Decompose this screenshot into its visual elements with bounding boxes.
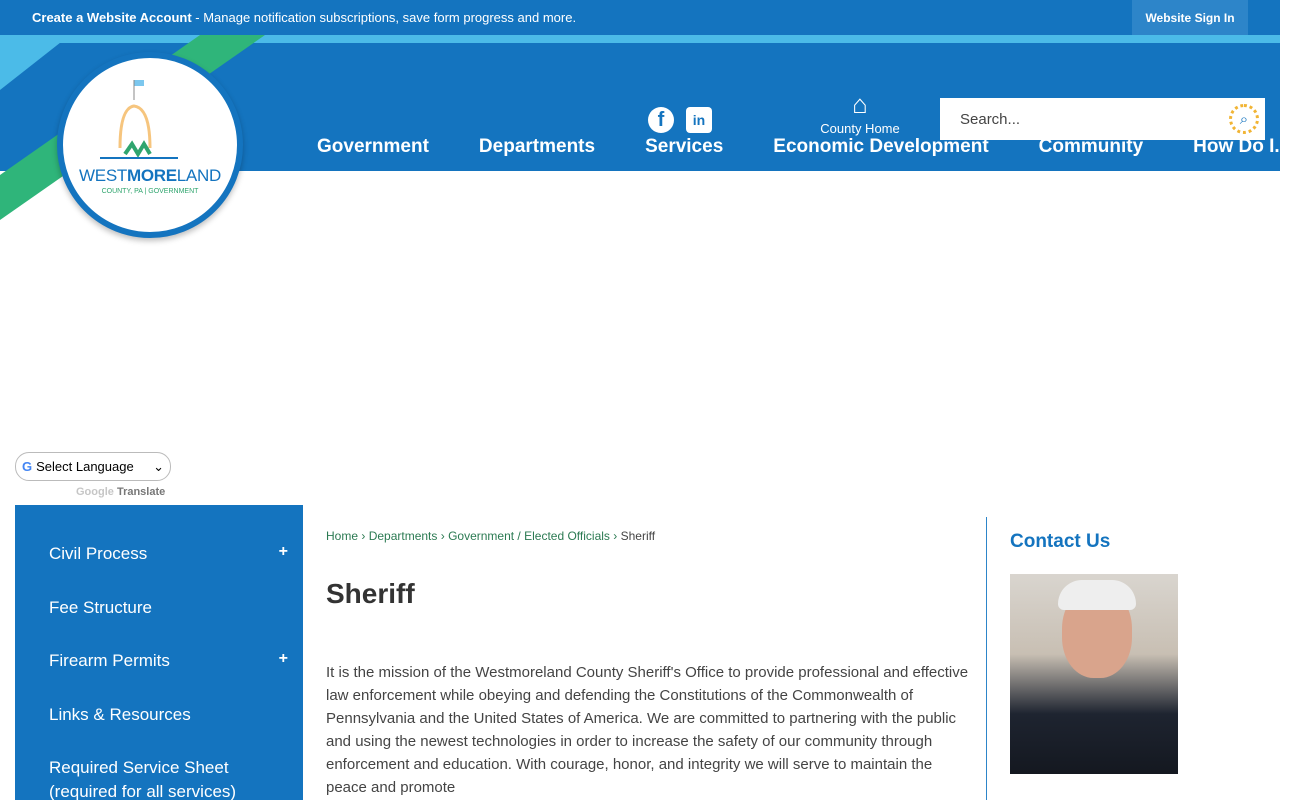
westmoreland-logo[interactable]	[57, 52, 243, 238]
language-select[interactable]	[15, 452, 171, 481]
nav-economic-development[interactable]: Economic Development	[773, 136, 989, 157]
search-icon[interactable]: ⌕	[1229, 104, 1259, 134]
breadcrumb: Home › Departments › Government / Elected Officials › Sheriff	[326, 529, 656, 543]
expand-icon[interactable]: +	[278, 543, 288, 560]
breadcrumb-home[interactable]: Home	[326, 529, 359, 543]
facebook-icon[interactable]: f	[648, 107, 674, 133]
main-nav	[292, 126, 1315, 168]
create-account-label[interactable]: Create a Website Account	[32, 10, 192, 25]
breadcrumb-government[interactable]: Government / Elected Officials	[448, 529, 610, 543]
linkedin-icon[interactable]: in	[686, 107, 712, 133]
language-select-label: Select Language	[36, 459, 134, 474]
nav-how-do-i[interactable]: How Do I...	[1193, 136, 1291, 157]
chevron-down-icon: ⌄	[153, 458, 164, 474]
nav-community[interactable]: Community	[1038, 136, 1144, 157]
county-home-label: County Home	[820, 121, 900, 136]
logo-subtitle: COUNTY, PA | GOVERNMENT	[101, 188, 199, 195]
nav-departments[interactable]: Departments	[478, 136, 596, 157]
website-sign-in-button[interactable]: Website Sign In	[1132, 0, 1248, 35]
contact-us-heading: Contact Us	[1010, 531, 1111, 552]
nav-services[interactable]: Services	[645, 136, 724, 157]
divider	[986, 517, 987, 800]
sidebar-nav	[15, 505, 303, 800]
sidebar-item-permits[interactable]: Firearm Permits	[49, 651, 170, 670]
breadcrumb-departments[interactable]: Departments	[368, 529, 438, 543]
capitol-dome-icon: ⌂	[852, 89, 868, 119]
mission-paragraph: It is the mission of the Westmoreland County Sheriff's Office to provide professional and effective law enforcement while obeying and defending the Constitutions of the Commonwealth of Pennsylvania and the United States of America. We are committed to partnering with the public and using the newest technologies in order to increase the safety of our community through enforcement and education. With courage, honor, and integrity we will serve to maintain the peace and promote	[326, 664, 969, 796]
top-bar	[0, 0, 1280, 35]
sidebar-item-links-resources[interactable]: Links & Resources	[49, 705, 191, 724]
sidebar-item-fee-structure[interactable]: Fee Structure	[49, 598, 152, 617]
page-title: Sheriff	[326, 578, 415, 609]
create-account-description: - Manage notification subscriptions, save form progress and more.	[191, 10, 577, 25]
search-placeholder: Search...	[960, 110, 1021, 128]
sheriff-photo	[1010, 574, 1178, 774]
sidebar-item-required-service-sheet[interactable]: Required Service Sheet (required for all services)	[49, 758, 237, 801]
google-translate-icon: G	[22, 459, 33, 474]
capitol-dome-logo-icon	[100, 78, 200, 168]
logo-wordmark: WESTMORELAND	[79, 166, 221, 185]
expand-icon[interactable]: +	[278, 650, 288, 667]
create-account-link[interactable]	[32, 10, 576, 25]
sidebar-item-civil-process[interactable]: Civil Process	[49, 544, 148, 563]
nav-government[interactable]: Government	[317, 136, 429, 157]
breadcrumb-current: Sheriff	[620, 529, 656, 543]
powered-by-google-translate[interactable]: Google Translate	[76, 486, 166, 498]
